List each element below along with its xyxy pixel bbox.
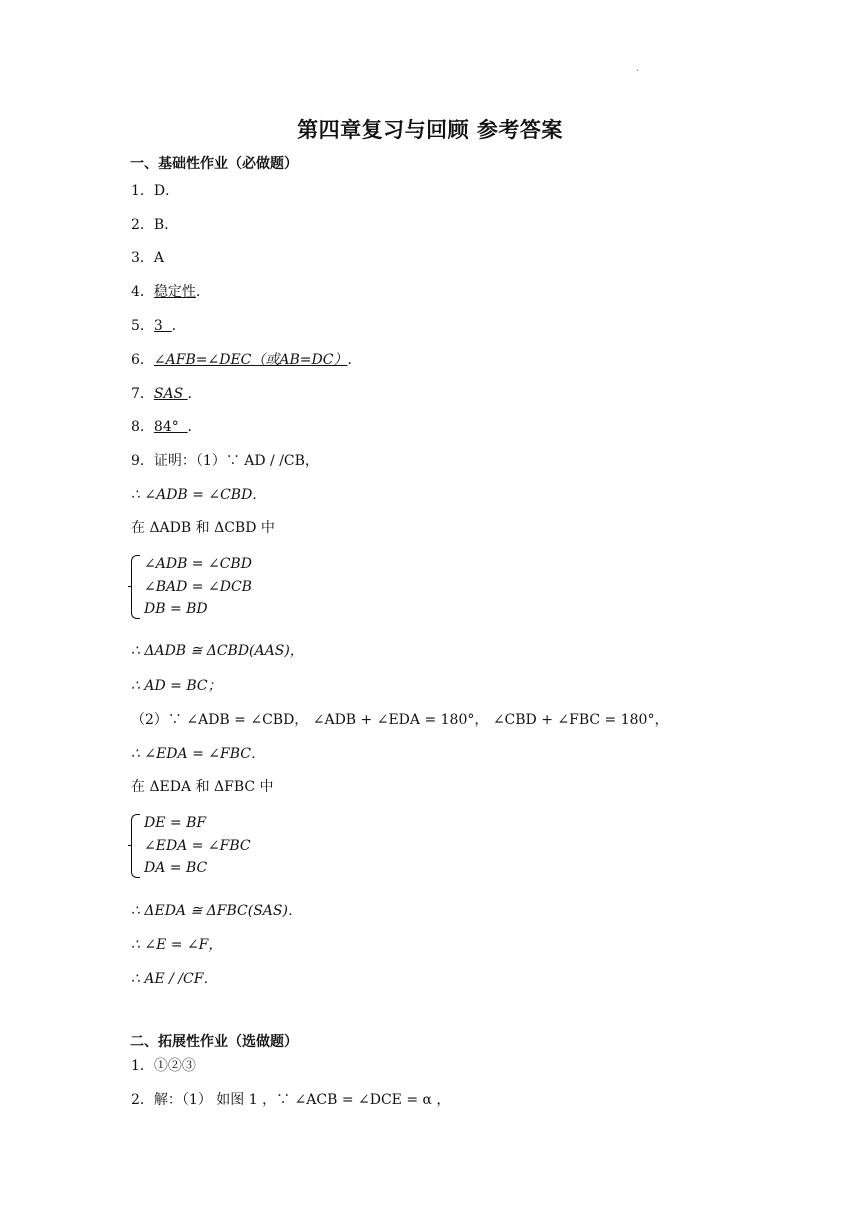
proof-line-7: ∴ ∠EDA = ∠FBC． [131, 746, 265, 762]
proof-line-4: ∴ ΔADB ≅ ΔCBD(AAS)， [131, 643, 304, 659]
answer-4-number: 4． [131, 284, 154, 300]
equation-system-1 [144, 553, 252, 621]
answer-6 [131, 351, 352, 369]
brace-system-1 [131, 555, 140, 619]
answer-7-end: ． [187, 386, 202, 402]
proof-line-6: （2）∵ ∠ADB = ∠CBD， ∠ADB + ∠EDA = 180°， ∠CBD + ∠FBC = 180°， [131, 712, 669, 728]
page-title: 第四章复习与回顾 参考答案 [297, 118, 563, 142]
answer-5 [131, 317, 186, 335]
answer-7 [131, 385, 202, 403]
answer-4-value: 稳定性 [153, 284, 196, 300]
answer-6-value: ∠AFB=∠DEC（或AB=DC） [153, 352, 348, 368]
answer-7-value: SAS [153, 386, 188, 402]
answer-2: 2．B． [131, 217, 179, 233]
proof-line-8: 在 ΔEDA 和 ΔFBC 中 [131, 779, 274, 795]
proof-line-2: ∴ ∠ADB = ∠CBD． [131, 487, 267, 503]
equation-system-2 [144, 812, 251, 880]
brace-system-1-point [128, 586, 132, 587]
system-2-row-1: DE = BF [144, 815, 207, 831]
answer-3: 3．A [131, 250, 165, 266]
system-2-row-2: ∠EDA = ∠FBC [144, 837, 251, 854]
system-1-row-3: DB = BD [144, 601, 208, 617]
proof-line-1: 9．证明：（1）∵ AD / /CB， [131, 453, 319, 469]
answer-5-number: 5． [131, 318, 154, 334]
extended-answer-2: 2．解：（1） 如图 1 ，∵ ∠ACB = ∠DCE = α ， [131, 1092, 451, 1108]
proof-line-9: ∴ ΔEDA ≅ ΔFBC(SAS)． [131, 903, 302, 919]
brace-system-2-point [128, 845, 132, 846]
proof-line-11: ∴ AE / /CF． [131, 971, 218, 987]
proof-line-3: 在 ΔADB 和 ΔCBD 中 [131, 520, 275, 536]
answer-7-number: 7． [131, 386, 154, 402]
answer-5-end: ． [171, 318, 186, 334]
proof-line-5: ∴ AD = BC； [131, 678, 222, 694]
answer-5-value: 3 [153, 318, 172, 334]
answer-8-end: ． [187, 419, 202, 435]
top-mark: · [636, 66, 640, 77]
system-1-row-2: ∠BAD = ∠DCB [144, 578, 252, 595]
brace-system-2 [131, 814, 140, 878]
proof-line-10: ∴ ∠E = ∠F， [131, 937, 223, 953]
answer-6-end: . [347, 352, 352, 368]
section-heading-extended: 二、拓展性作业（选做题） [130, 1034, 298, 1050]
answer-8-number: 8． [131, 419, 154, 435]
answer-8-value: 84° [153, 419, 188, 435]
extended-answer-1: 1．①②③ [131, 1058, 196, 1074]
answer-6-number: 6． [131, 352, 154, 368]
answer-1: 1．D． [131, 183, 180, 199]
system-1-row-1: ∠ADB = ∠CBD [144, 556, 252, 572]
answer-8 [131, 418, 202, 436]
answer-4 [131, 283, 200, 301]
answer-4-end: . [195, 284, 201, 300]
section-heading-basic: 一、基础性作业（必做题） [130, 156, 298, 172]
system-2-row-3: DA = BC [144, 860, 208, 876]
